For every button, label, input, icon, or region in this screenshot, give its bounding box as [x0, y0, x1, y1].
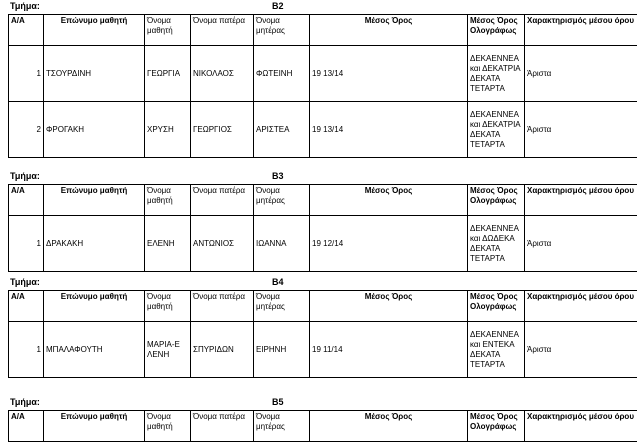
table-row: [9, 216, 637, 272]
header-first-name: Όνομα μαθητή: [145, 291, 191, 322]
cell-aa: 1: [9, 322, 44, 378]
table-header-row: [9, 291, 637, 322]
section-label: Τμήμα:: [10, 277, 40, 287]
class-section: [0, 0, 637, 158]
cell-average-words: ΔΕΚΑΕΝΝΕΑ και ΔΕΚΑΤΡΙΑ ΔΕΚΑΤΑ ΤΕΤΑΡΤΑ: [468, 46, 525, 102]
section-header: [0, 0, 637, 14]
section-header: [0, 170, 637, 184]
class-section: [0, 276, 637, 378]
header-surname: Επώνυμο μαθητή: [44, 185, 145, 216]
cell-father-name: ΑΝΤΩΝΙΟΣ: [191, 216, 254, 272]
header-aa: Α/Α: [9, 15, 44, 46]
header-average-words: Μέσος Όρος Ολογράφως: [468, 185, 525, 216]
cell-surname: ΤΣΟΥΡΔΙΝΗ: [44, 46, 145, 102]
cell-characterization: Άριστα: [525, 102, 637, 158]
header-aa: Α/Α: [9, 185, 44, 216]
cell-surname: ΜΠΑΛΑΦΟΥΤΗ: [44, 322, 145, 378]
header-surname: Επώνυμο μαθητή: [44, 291, 145, 322]
cell-surname: ΦΡΟΓΑΚΗ: [44, 102, 145, 158]
section-header: [0, 276, 637, 290]
cell-average: 19 13/14: [310, 102, 468, 158]
cell-first-name: ΕΛΕΝΗ: [145, 216, 191, 272]
students-table: [8, 290, 637, 378]
header-characterization: Χαρακτηρισμός μέσου όρου: [525, 291, 637, 322]
table-header-row: [9, 185, 637, 216]
cell-average: 19 12/14: [310, 216, 468, 272]
header-father-name: Όνομα πατέρα: [191, 15, 254, 46]
cell-aa: 2: [9, 102, 44, 158]
header-aa: Α/Α: [9, 291, 44, 322]
students-table: [8, 14, 637, 158]
header-characterization: Χαρακτηρισμός μέσου όρου: [525, 185, 637, 216]
cell-mother-name: ΑΡΙΣΤΕΑ: [254, 102, 310, 158]
cell-average-words: ΔΕΚΑΕΝΝΕΑ και ΔΩΔΕΚΑ ΔΕΚΑΤΑ ΤΕΤΑΡΤΑ: [468, 216, 525, 272]
cell-aa: 1: [9, 216, 44, 272]
class-name: Β5: [272, 397, 284, 407]
header-average: Μέσος Όρος: [310, 411, 468, 442]
cell-aa: 1: [9, 46, 44, 102]
header-mother-name: Όνομα μητέρας: [254, 411, 310, 442]
section-header: [0, 396, 637, 410]
section-label: Τμήμα:: [10, 1, 40, 11]
section-label: Τμήμα:: [10, 397, 40, 407]
cell-average: 19 13/14: [310, 46, 468, 102]
class-name: Β2: [272, 1, 284, 11]
cell-average-words: ΔΕΚΑΕΝΝΕΑ και ΕΝΤΕΚΑ ΔΕΚΑΤΑ ΤΕΤΑΡΤΑ: [468, 322, 525, 378]
header-father-name: Όνομα πατέρα: [191, 291, 254, 322]
table-row: [9, 102, 637, 158]
cell-first-name: ΧΡΥΣΗ: [145, 102, 191, 158]
cell-first-name: ΜΑΡΙΑ-Ε ΛΕΝΗ: [145, 322, 191, 378]
cell-first-name: ΓΕΩΡΓΙΑ: [145, 46, 191, 102]
cell-mother-name: ΕΙΡΗΝΗ: [254, 322, 310, 378]
class-name: Β3: [272, 171, 284, 181]
header-surname: Επώνυμο μαθητή: [44, 411, 145, 442]
section-label: Τμήμα:: [10, 171, 40, 181]
header-average-words: Μέσος Όρος Ολογράφως: [468, 15, 525, 46]
cell-characterization: Άριστα: [525, 46, 637, 102]
header-mother-name: Όνομα μητέρας: [254, 185, 310, 216]
header-average: Μέσος Όρος: [310, 291, 468, 322]
class-section: [0, 170, 637, 272]
header-aa: Α/Α: [9, 411, 44, 442]
cell-father-name: ΓΕΩΡΓΙΟΣ: [191, 102, 254, 158]
header-surname: Επώνυμο μαθητή: [44, 15, 145, 46]
header-average: Μέσος Όρος: [310, 15, 468, 46]
header-first-name: Όνομα μαθητή: [145, 411, 191, 442]
header-characterization: Χαρακτηρισμός μέσου όρου: [525, 411, 637, 442]
cell-characterization: Άριστα: [525, 216, 637, 272]
header-first-name: Όνομα μαθητή: [145, 15, 191, 46]
cell-father-name: ΝΙΚΟΛΑΟΣ: [191, 46, 254, 102]
cell-average-words: ΔΕΚΑΕΝΝΕΑ και ΔΕΚΑΤΡΙΑ ΔΕΚΑΤΑ ΤΕΤΑΡΤΑ: [468, 102, 525, 158]
header-average-words: Μέσος Όρος Ολογράφως: [468, 291, 525, 322]
cell-mother-name: ΦΩΤΕΙΝΗ: [254, 46, 310, 102]
header-average-words: Μέσος Όρος Ολογράφως: [468, 411, 525, 442]
cell-father-name: ΣΠΥΡΙΔΩΝ: [191, 322, 254, 378]
cell-average: 19 11/14: [310, 322, 468, 378]
header-average: Μέσος Όρος: [310, 185, 468, 216]
header-first-name: Όνομα μαθητή: [145, 185, 191, 216]
class-section: [0, 396, 637, 442]
header-father-name: Όνομα πατέρα: [191, 411, 254, 442]
header-father-name: Όνομα πατέρα: [191, 185, 254, 216]
table-header-row: [9, 411, 637, 442]
cell-mother-name: ΙΩΑΝΝΑ: [254, 216, 310, 272]
header-mother-name: Όνομα μητέρας: [254, 15, 310, 46]
header-characterization: Χαρακτηρισμός μέσου όρου: [525, 15, 637, 46]
header-mother-name: Όνομα μητέρας: [254, 291, 310, 322]
cell-surname: ΔΡΑΚΑΚΗ: [44, 216, 145, 272]
students-table: [8, 410, 637, 442]
cell-characterization: Άριστα: [525, 322, 637, 378]
table-row: [9, 322, 637, 378]
students-table: [8, 184, 637, 272]
table-row: [9, 46, 637, 102]
table-header-row: [9, 15, 637, 46]
class-name: Β4: [272, 277, 284, 287]
